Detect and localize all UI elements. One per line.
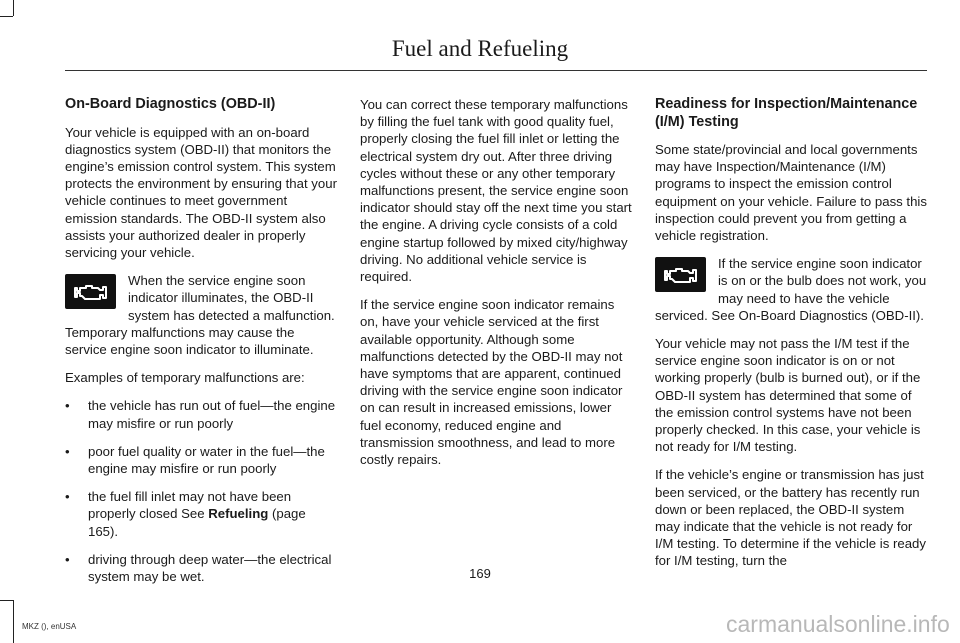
list-item: • driving through deep water—the electrical system may be wet. xyxy=(65,551,337,585)
list-item: • poor fuel quality or water in the fuel—the engine may misfire or run poorly xyxy=(65,443,337,477)
paragraph: If the vehicle’s engine or transmission has just been serviced, or the battery has recently run down or been replaced, the OBD-II system may indicate that the vehicle is not ready for I/M testing. To determine if the vehicle is ready for I/M testing, turn the xyxy=(655,467,926,569)
paragraph: If the service engine soon indicator remains on, have your vehicle serviced at the first available opportunity. Although some malfunctions detected by the OBD-II may not have symptoms that are apparent, continued driving with the service engine soon indicator on can result in increased emissions, lower fuel economy, reduced engine and transmission smoothness, and lead to more costly repairs. xyxy=(360,297,623,468)
paragraph: Some state/provincial and local governments may have Inspection/Maintenance (I/M) programs to inspect the emission control equipment on your vehicle. Failure to pass this inspection could prevent you from getting a vehicle registration. xyxy=(655,142,927,244)
watermark: carmanualsonline.info xyxy=(726,611,950,637)
check-engine-icon xyxy=(655,257,706,292)
page-ref: (page 165). xyxy=(88,506,306,539)
refueling-link[interactable]: Refueling xyxy=(208,506,269,522)
indicator-text: If the service engine soon indicator is on or the bulb does not work, you may need to have the vehicle serviced. See On-Board Diagnostics (OBD-II). xyxy=(655,256,927,323)
malfunction-list xyxy=(65,397,337,585)
crop-mark-bottom-horizontal xyxy=(0,600,13,601)
column-2 xyxy=(360,96,632,479)
indicator-paragraph xyxy=(655,255,927,324)
header-rule xyxy=(65,70,927,71)
crop-mark-top xyxy=(13,0,14,16)
footer-code: MKZ (), enUSA xyxy=(22,622,77,631)
indicator-text: When the service engine soon indicator illuminates, the OBD-II system has detected a malfunction. Temporary malfunctions may cause the service engine soon indicator to illuminate. xyxy=(65,273,335,357)
section-heading-im-testing: Readiness for Inspection/Maintenance (I/M) Testing xyxy=(655,96,918,130)
paragraph: Your vehicle is equipped with an on-board diagnostics system (OBD-II) that monitors the engine’s emission control system. This system protects the environment by ensuring that your vehicle continues to meet government emission standards. The OBD-II system also assists your authorized dealer in properly servicing your vehicle. xyxy=(65,124,337,260)
page-number: 169 xyxy=(469,566,491,581)
list-item xyxy=(65,488,337,540)
crop-mark-bottom xyxy=(13,600,14,643)
section-heading-obd: On-Board Diagnostics (OBD-II) xyxy=(65,96,276,112)
column-3 xyxy=(655,96,927,581)
column-1 xyxy=(65,96,337,596)
list-item: • the vehicle has run out of fuel—the engine may misfire or run poorly xyxy=(65,397,337,431)
paragraph: Examples of temporary malfunctions are: xyxy=(65,370,305,386)
indicator-paragraph xyxy=(65,272,337,358)
running-head: Fuel and Refueling xyxy=(391,36,569,61)
crop-mark-top-horizontal xyxy=(0,16,13,17)
paragraph: You can correct these temporary malfunctions by filling the fuel tank with good quality fuel, properly closing the fuel fill inlet or letting the electrical system dry out. After three driving cycles without these or any other temporary malfunctions present, the service engine soon indicator should stay off the next time you start the engine. A driving cycle consists of a cold engine startup followed by mixed city/highway driving. No additional vehicle service is required. xyxy=(360,97,632,285)
paragraph: Your vehicle may not pass the I/M test if the service engine soon indicator is on or not working properly (bulb is burned out), or if the OBD-II system has determined that some of the emission control systems have not been properly checked. In this case, your vehicle is not ready for I/M testing. xyxy=(655,336,921,455)
check-engine-icon xyxy=(65,274,116,309)
list-item-text: the fuel fill inlet may not have been properly closed See xyxy=(88,489,292,522)
